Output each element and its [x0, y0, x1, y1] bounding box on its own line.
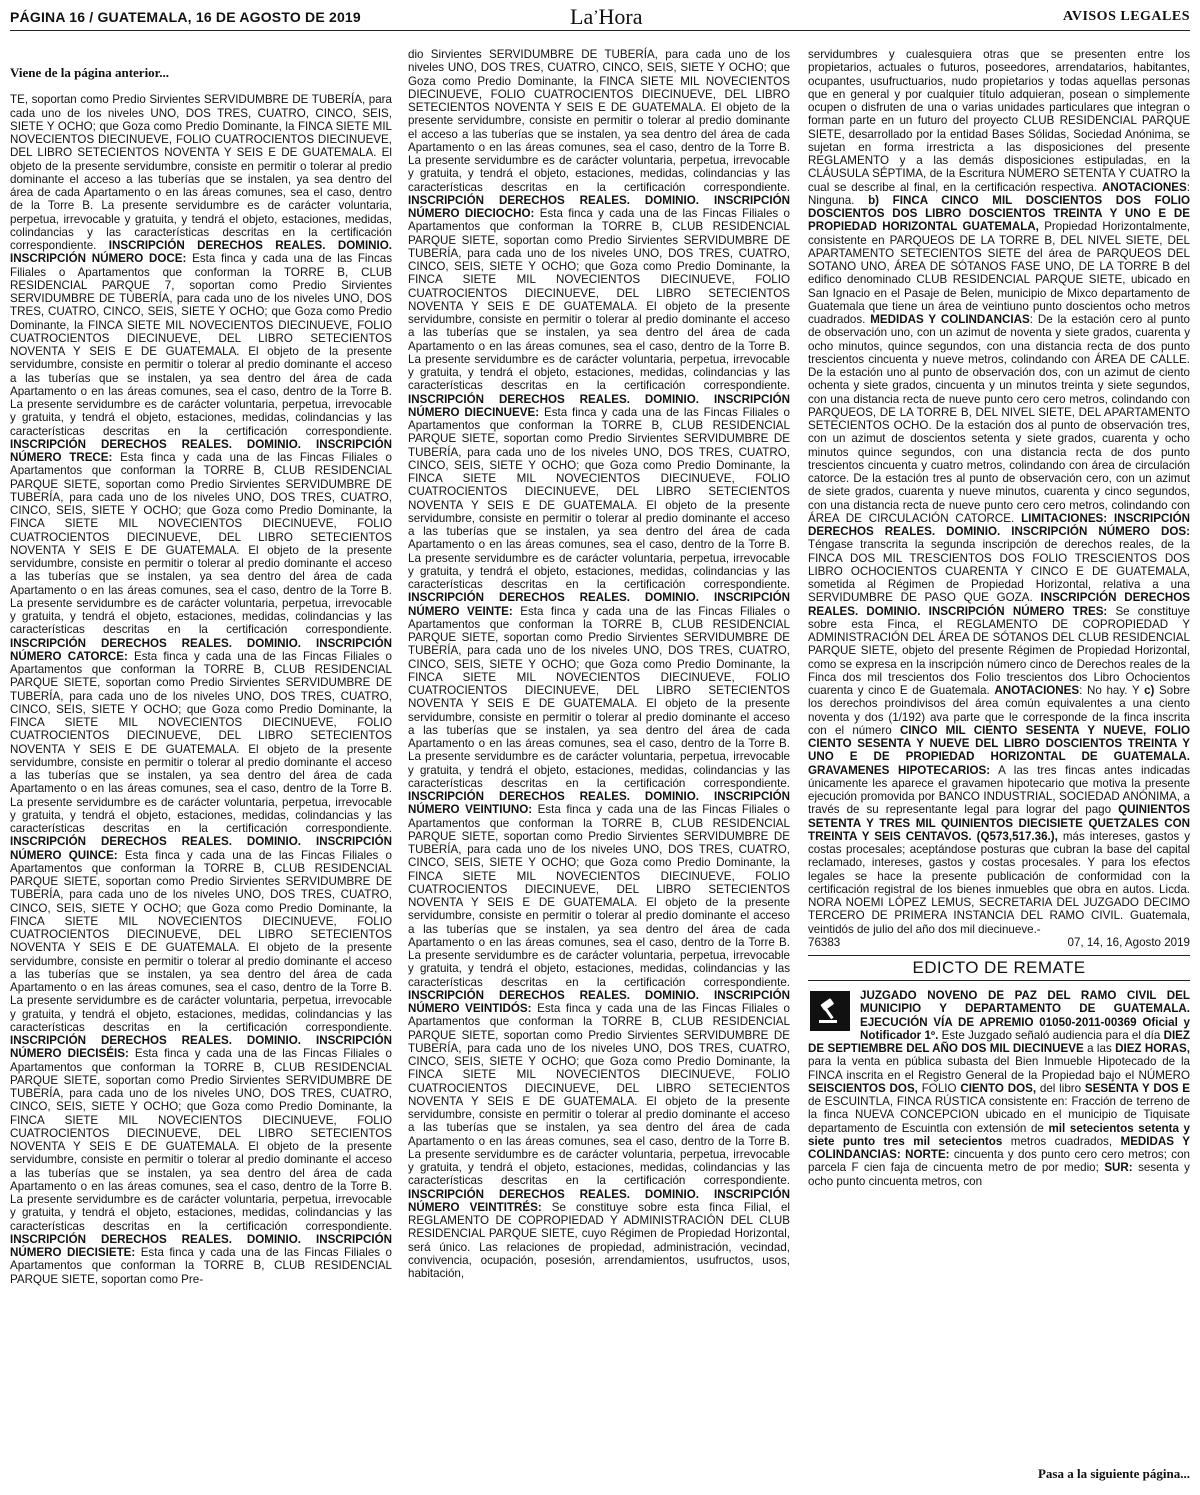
bold-run: INSCRIPCIÓN DERECHOS REALES. DOMINIO. INSCRIPCIÓN NÚMERO VEINTITRÉS: — [408, 1187, 790, 1214]
bold-run: INSCRIPCIÓN DERECHOS REALES. DOMINIO. INSCRIPCIÓN NÚMERO DIECISÉIS: — [10, 1034, 392, 1061]
text-run: a las — [1083, 1042, 1116, 1055]
text-run: Esta finca y cada una de las Fincas Filiales o Apartamentos que conforman la TORRE B, CLUB RESIDENCIAL PARQUE SIETE, soportan como Predio Sirvientes SERVIDUMBRE DE TUBERÍA, para cada uno de los niveles UNO, DOS TRES, CUATRO, CINCO, SEIS, SIETE Y OCHO; que Goza como Predio Dominante, la FINCA SIETE MIL NOVECIENTOS DIECINUEVE, FOLIO CUATROCIENTOS DIECINUEVE, DEL LIBRO SETECIENTOS NOVENTA Y SEIS E DE GUATEMALA. El objeto de la presente servidumbre, consiste en permitir o tolerar al predio dominante el acceso a las tuberías que se instalen, ya sea dentro del área de cada Apartamento o en las áreas comunes, sea el caso, dentro de la Torre B. La presente servidumbre es de carácter voluntaria, perpetua, irrevocable y gratuita, y tendrá el objeto, estaciones, medidas, colindancias y las características descritas en la certificación correspondiente. — [408, 604, 790, 790]
text-run: sesenta y ocho punto cincuenta metros, con — [808, 1161, 1190, 1188]
text-run: servidumbres y cualesquiera otras que se presenten entre los propietarios, actuales o futuros, poseedores, arrendatarios, habitantes, ocupantes, usufructuarios, nudo propietarios y todas aquellas personas que en general y por cualquier título adquieran, posean o simplemente ocupen o disfruten de una o varias unidades particulares que integran o forman parte en un futuro del proyecto CLUB RESIDENCIAL PARQUE SIETE, desarrollado por la entidad Bases Sólidas, Sociedad Anónima, se sujetan en forma irrestricta a las disposiciones del presente REGLAMENTO y a las demás disposiciones estipuladas, en la CLÁUSULA SÉPTIMA, de la Escritura NÚMERO SETENTA Y CUATRO la cual se describe al final, en la certificación respectiva. — [808, 48, 1190, 194]
bold-run: mil setecientos setenta y siete punto tres mil setecientos — [808, 1121, 1190, 1148]
newspaper-logo — [570, 4, 643, 30]
text-run: : No hay. Y — [1079, 684, 1145, 697]
text-run: Esta finca y cada una de las Fincas Filiales o Apartamentos que conforman la TORRE B, CLUB RESIDENCIAL PARQUE SIETE, soportan como Pre- — [10, 1246, 392, 1286]
continued-on-next-page: Pasa a la siguiente página... — [1037, 1466, 1190, 1481]
bold-run: INSCRIPCIÓN DERECHOS REALES. DOMINIO. INSCRIPCIÓN NÚMERO DIECINUEVE: — [408, 392, 790, 419]
text-run: Esta finca y cada una de las Fincas Filiales o Apartamentos que conforman la TORRE B, CLUB RESIDENCIAL PARQUE SIETE, soportan como Predio Sirvientes SERVIDUMBRE DE TUBERÍA, para cada uno de los niveles UNO, DOS TRES, CUATRO, CINCO, SEIS, SIETE Y OCHO; que Goza como Predio Dominante, la FINCA SIETE MIL NOVECIENTOS DIECINUEVE, FOLIO CUATROCIENTOS DIECINUEVE, DEL LIBRO SETECIENTOS NOVENTA Y SEIS E DE GUATEMALA. El objeto de la presente servidumbre, consiste en permitir o tolerar al predio dominante el acceso a las tuberías que se instalen, ya sea dentro del área de cada Apartamento o en las áreas comunes, sea el caso, dentro de la Torre B. La presente servidumbre es de carácter voluntaria, perpetua, irrevocable y gratuita, y tendrá el objeto, estaciones, medidas, colindancias y las características descritas en la certificación correspondiente. — [408, 803, 791, 989]
bold-run: QUINIENTOS SETENTA Y TRES MIL QUINIENTOS DIECISIETE QUETZALES CON TREINTA Y SEIS CENTAVOS. (Q573,517.36.), — [808, 803, 1190, 843]
column-1-text — [10, 93, 392, 1286]
bold-run: INSCRIPCIÓN DERECHOS REALES. DOMINIO. INSCRIPCIÓN NÚMERO CATORCE: — [10, 636, 392, 663]
bold-run: INSCRIPCIÓN DERECHOS REALES. DOMINIO. INSCRIPCIÓN NÚMERO TRES: — [808, 591, 1190, 618]
text-run: más intereses, gastos y costas procesales; aceptándose posturas que cubran la base del capital reclamado, intereses, gastos y costas procesales. Y para los efectos legales se hace la presente publicación de conformidad con la certificación registral de los bienes inmuebles que obra en autos. Licda. NORA NOEMI LÓPEZ LEMUS, SECRETARIA DEL JUZGADO DECIMO TERCERO DE PRIMERA INSTANCIA DEL RAMO CIVIL. Guatemala, veintidós de julio del año dos mil diecinueve.- — [808, 829, 1190, 936]
bold-run: INSCRIPCIÓN DERECHOS REALES. DOMINIO. INSCRIPCIÓN NÚMERO VEINTE: — [408, 591, 790, 618]
bold-run: INSCRIPCIÓN DERECHOS REALES. DOMINIO. INSCRIPCIÓN NÚMERO DIECIOCHO: — [408, 193, 790, 220]
column-2-text — [408, 48, 790, 1280]
column-1 — [10, 48, 392, 1286]
text-run: Esta finca y cada una de las Fincas Filiales o Apartamentos que conforman la TORRE B, CLUB RESIDENCIAL PARQUE SIETE, soportan como Predio Sirvientes SERVIDUMBRE DE TUBERÍA, para cada uno de los niveles UNO, DOS TRES, CUATRO, CINCO, SEIS, SIETE Y OCHO; que Goza como Predio Dominante, la FINCA SIETE MIL NOVECIENTOS DIECINUEVE, FOLIO CUATROCIENTOS DIECINUEVE, DEL LIBRO SETECIENTOS NOVENTA Y SEIS E DE GUATEMALA. El objeto de la presente servidumbre, consiste en permitir o tolerar al predio dominante el acceso a las tuberías que se instalen, ya sea dentro del área de cada Apartamento o en las áreas comunes, sea el caso, dentro de la Torre B. La presente servidumbre es de carácter voluntaria, perpetua, irrevocable y gratuita, y tendrá el objeto, estaciones, medidas, colindancias y las características descritas en la certificación correspondiente. — [10, 1047, 392, 1233]
bold-run: b) FINCA CINCO MIL DOSCIENTOS DOS FOLIO DOSCIENTOS DOS LIBRO DOSCIENTOS TREINTA Y UNO E DE PROPIEDAD HORIZONTAL GUATEMALA, — [808, 193, 1190, 234]
text-run: Propiedad Horizontalmente, consistente en PARQUEOS DE LA TORRE B, DEL NIVEL SIETE, DEL APARTAMENTO SETECIENTOS SIETE del área de PARQUEOS DEL SOTANO UNO, ÁREA DE SÓTANOS FASE UNO, DE LA TORRE B del edifico denominado CLUB RESIDENCIAL PARQUE SIETE, ubicado en San Ignacio en el Pasaje de Belen, municipio de Mixco departamento de Guatemala que tiene un área de veintiuno punto doscientos ocho metros cuadrados. — [808, 220, 1190, 326]
text-run: Esta finca y cada una de las Fincas Filiales o Apartamentos que conforman la TORRE B, CLUB RESIDENCIAL PARQUE SIETE, soportan como Predio Sirvientes SERVIDUMBRE DE TUBERÍA, para cada uno de los niveles UNO, DOS TRES, CUATRO, CINCO, SEIS, SIETE Y OCHO; que Goza como Predio Dominante, la FINCA SIETE MIL NOVECIENTOS DIECINUEVE, FOLIO CUATROCIENTOS DIECINUEVE, DEL LIBRO SETECIENTOS NOVENTA Y SEIS E DE GUATEMALA. El objeto de la presente servidumbre, consiste en permitir o tolerar al predio dominante el acceso a las tuberías que se instalen, ya sea dentro del área de cada Apartamento o en las áreas comunes, sea el caso, dentro de la Torre B. La presente servidumbre es de carácter voluntaria, perpetua, irrevocable y gratuita, y tendrá el objeto, estaciones, medidas, colindancias y las características descritas en la certificación correspondiente. — [408, 1002, 790, 1188]
bold-run: CIENTO DOS, — [960, 1081, 1037, 1095]
text-run: cincuenta y dos punto cero cero metros; con parcela F cien faja de cincuenta metro de por medio; — [808, 1148, 1190, 1175]
bold-run: INSCRIPCIÓN DERECHOS REALES. DOMINIO. INSCRIPCIÓN NÚMERO DOCE: — [10, 239, 393, 266]
page-header — [10, 6, 1190, 32]
text-run: Esta finca y cada una de las Fincas Filiales o Apartamentos que conforman la TORRE B, CLUB RESIDENCIAL PARQUE SIETE, soportan como Predio Sirvientes SERVIDUMBRE DE TUBERÍA, para cada uno de los niveles UNO, DOS TRES, CUATRO, CINCO, SEIS, SIETE Y OCHO; que Goza como Predio Dominante, la FINCA SIETE MIL NOVECIENTOS DIECINUEVE, FOLIO CUATROCIENTOS DIECINUEVE, DEL LIBRO SETECIENTOS NOVENTA Y SEIS E DE GUATEMALA. El objeto de la presente servidumbre, consiste en permitir o tolerar al predio dominante el acceso a las tuberías que se instalen, ya sea dentro del área de cada Apartamento o en las áreas comunes, sea el caso, dentro de la Torre B. La presente servidumbre es de carácter voluntaria, perpetua, irrevocable y gratuita, y tendrá el objeto, estaciones, medidas, colindancias y las características descritas en la certificación correspondiente. — [408, 207, 791, 393]
column-3-text — [808, 48, 1190, 936]
section-title: AVISOS LEGALES — [1063, 9, 1190, 24]
bold-run: SESENTA Y DOS E — [1084, 1081, 1190, 1095]
text-run: : Ninguna. — [808, 180, 1190, 207]
text-run: Se constituye sobre esta Finca, el REGLAMENTO DE COPROPIEDAD Y ADMINISTRACIÓN DEL ÁREA DE SÓTANOS DEL CLUB RESIDENCIAL PARQUE SIETE, objeto del presente Régimen de Propiedad Horizontal, como se expresa en la inscripción número cinco de Derechos reales de la Finca dos mil trescientos dos Folio trescientos dos Libro Ochocientos cuarenta y cinco E de Guatemala. — [808, 604, 1190, 697]
text-run: Sobre los derechos proindivisos del área común equivalentes a una ciento noventa y dos (1/192) ava parte que le corresponde de la finca inscrita con el número — [808, 684, 1190, 737]
logo-part-a: La — [570, 4, 594, 29]
text-run: Esta finca y cada una de las Fincas Filiales o Apartamentos que conforman la TORRE B, CLUB RESIDENCIAL PARQUE SIETE, soportan como Predio Sirvientes SERVIDUMBRE DE TUBERÍA, para cada uno de los niveles UNO, DOS TRES, CUATRO, CINCO, SEIS, SIETE Y OCHO; que Goza como Predio Dominante, la FINCA SIETE MIL NOVECIENTOS DIECINUEVE, FOLIO CUATROCIENTOS DIECINUEVE, DEL LIBRO SETECIENTOS NOVENTA Y SEIS E DE GUATEMALA. El objeto de la presente servidumbre, consiste en permitir o tolerar al predio dominante el acceso a las tuberías que se instalen, ya sea dentro del área de cada Apartamento o en las áreas comunes, sea el caso, dentro de la Torre B. La presente servidumbre es de carácter voluntaria, perpetua, irrevocable y gratuita, y tendrá el objeto, estaciones, medidas, colindancias y las características descritas en la certificación correspondiente. — [408, 405, 790, 591]
text-run: dio Sirvientes SERVIDUMBRE DE TUBERÍA, para cada uno de los niveles UNO, DOS TRES, CUATRO, CINCO, SEIS, SIETE Y OCHO; que Goza como Predio Dominante, la FINCA SIETE MIL NOVECIENTOS DIECINUEVE, FOLIO CUATROCIENTOS DIECINUEVE, DEL LIBRO SETECIENTOS NOVENTA Y SEIS E DE GUATEMALA. El objeto de la presente servidumbre, consiste en permitir o tolerar al predio dominante el acceso a las tuberías que se instalen, ya sea dentro del área de cada Apartamento o en las áreas comunes, sea el caso, dentro de la Torre B. La presente servidumbre es de carácter voluntaria, perpetua, irrevocable y gratuita, y tendrá el objeto, estaciones, medidas, colindancias y las características descritas en la certificación correspondiente. — [408, 48, 790, 194]
page-number-date: PÁGINA 16 / GUATEMALA, 16 DE AGOSTO DE 2019 — [10, 9, 361, 25]
text-run: Téngase transcrita la segunda inscripción de derechos reales, de la FINCA DOS MIL TRESCIENTOS DOS FOLIO TRESCIENTOS DOS LIBRO OCHOCIENTOS CUARENTA Y CINCO E DE GUATEMALA, sometida al Régimen de Propiedad Horizontal, relativa a una SERVIDUMBRE DE PASO QUE GOZA. — [808, 538, 1190, 605]
bold-run: SUR: — [1104, 1161, 1133, 1175]
text-run: A las tres fincas antes indicadas únicamente les aparece el gravamen hipotecario que motiva la presente ejecución promovida por BANCO INDUSTRIAL, SOCIEDAD ANÓNIMA, a través de su representante legal para lograr del pago — [808, 763, 1190, 817]
bold-run: c) — [1144, 684, 1155, 697]
bold-run: DIEZ DE SEPTIEMBRE DEL AÑO DOS MIL DIECINUEVE — [808, 1028, 1190, 1055]
publication-dates: 07, 14, 16, Agosto 2019 — [1067, 935, 1190, 949]
bold-run: INSCRIPCIÓN DERECHOS REALES. DOMINIO. INSCRIPCIÓN NÚMERO VEINTIUNO: — [408, 790, 790, 817]
edicto-body — [808, 989, 1190, 1188]
text-run: para la venta en pública subasta del Bien Inmueble Hipotecado de la FINCA inscrita en el Registro General de la Propiedad bajo el NÚMERO — [808, 1055, 1190, 1082]
text-run: Esta finca y cada una de las Fincas Filiales o Apartamentos que conforman la TORRE B, CLUB RESIDENCIAL PARQUE SIETE, soportan como Predio Sirvientes SERVIDUMBRE DE TUBERÍA, para cada uno de los niveles UNO, DOS TRES, CUATRO, CINCO, SEIS, SIETE Y OCHO; que Goza como Predio Dominante, la FINCA SIETE MIL NOVECIENTOS DIECINUEVE, FOLIO CUATROCIENTOS DIECINUEVE, DEL LIBRO SETECIENTOS NOVENTA Y SEIS E DE GUATEMALA. El objeto de la presente servidumbre, consiste en permitir o tolerar al predio dominante el acceso a las tuberías que se instalen, ya sea dentro del área de cada Apartamento o en las áreas comunes, sea el caso, dentro de la Torre B. La presente servidumbre es de carácter voluntaria, perpetua, irrevocable y gratuita, y tendrá el objeto, estaciones, medidas, colindancias y las características descritas en la certificación correspondiente. — [10, 451, 392, 637]
notice-signature-line — [808, 936, 1190, 949]
logo-apostrophe-icon: ’ — [593, 8, 599, 25]
text-run: FOLIO — [917, 1081, 961, 1095]
bold-run: INSCRIPCIÓN DERECHOS REALES. DOMINIO. INSCRIPCIÓN NÚMERO DIECISIETE: — [10, 1232, 392, 1259]
text-run: Esta finca y cada una de las Fincas Filiales o Apartamentos que conforman la TORRE B, CLUB RESIDENCIAL PARQUE SIETE, soportan como Predio Sirvientes SERVIDUMBRE DE TUBERÍA, para cada uno de los niveles UNO, DOS TRES, CUATRO, CINCO, SEIS, SIETE Y OCHO; que Goza como Predio Dominante, la FINCA SIETE MIL NOVECIENTOS DIECINUEVE, FOLIO CUATROCIENTOS DIECINUEVE, DEL LIBRO SETECIENTOS NOVENTA Y SEIS E DE GUATEMALA. El objeto de la presente servidumbre, consiste en permitir o tolerar al predio dominante el acceso a las tuberías que se instalen, ya sea dentro del área de cada Apartamento o en las áreas comunes, sea el caso, dentro de la Torre B. La presente servidumbre es de carácter voluntaria, perpetua, irrevocable y gratuita, y tendrá el objeto, estaciones, medidas, colindancias y las características descritas en la certificación correspondiente. — [10, 649, 392, 835]
bold-run: MEDIDAS Y COLINDANCIAS — [870, 313, 1030, 326]
bold-run: MEDIDAS Y COLINDANCIAS: NORTE: — [808, 1134, 1190, 1161]
bold-run: INSCRIPCIÓN DERECHOS REALES. DOMINIO. INSCRIPCIÓN NÚMERO TRECE: — [10, 437, 392, 464]
bold-run: INSCRIPCIÓN DERECHOS REALES. DOMINIO. INSCRIPCIÓN NÚMERO QUINCE: — [10, 835, 392, 862]
text-run: Esta finca y cada una de las Fincas Filiales o Apartamentos que conforman la TORRE B, CLUB RESIDENCIAL PARQUE 7, soportan como Predio Sirvientes SERVIDUMBRE DE TUBERÍA, para cada uno de los niveles UNO, DOS TRES, CUATRO, CINCO, SEIS, SIETE Y OCHO; que Goza como Predio Dominante, la FINCA SIETE MIL NOVECIENTOS DIECINUEVE, FOLIO CUATROCIENTOS DIECINUEVE, DEL LIBRO SETECIENTOS NOVENTA Y SEIS E DE GUATEMALA. El objeto de la presente servidumbre, consiste en permitir o tolerar al predio dominante el acceso a las tuberías que se instalen, ya sea dentro del área de cada Apartamento o en las áreas comunes, sea el caso, dentro de la Torre B. La presente servidumbre es de carácter voluntaria, perpetua, irrevocable y gratuita, y tendrá el objeto, estaciones, medidas, colindancias y las características descritas en la certificación correspondiente. — [10, 252, 392, 438]
text-run: metros cuadrados, — [1002, 1134, 1121, 1148]
notice-code: 76383 — [808, 935, 841, 949]
bold-run: CINCO MIL CIENTO SESENTA Y NUEVE, FOLIO CIENTO SESENTA Y NUEVE DEL LIBRO DOSCIENTOS TREINTA Y UNO E DE PROPIEDAD HORIZONTAL DE GUATEMALA. GRAVAMENES HIPOTECARIOS: — [808, 723, 1190, 777]
gavel-icon — [810, 991, 850, 1031]
edicto-text — [808, 989, 1190, 1188]
text-run: Este Juzgado señaló audiencia para el día — [938, 1028, 1164, 1042]
bold-run: SEISCIENTOS DOS, — [808, 1081, 918, 1095]
text-run: de ESCUINTLA, FINCA RÚSTICA consistente en: Fracción de terreno de la finca NUEVA CONCEPCION ubicado en el municipio de Tiquisate departamento de Escuintla con extensión de — [808, 1095, 1190, 1135]
bold-run: INSCRIPCIÓN DERECHOS REALES. DOMINIO. INSCRIPCIÓN NÚMERO VEINTIDÓS: — [408, 988, 790, 1015]
column-2 — [408, 48, 790, 1280]
edicto-heading: EDICTO DE REMATE — [808, 955, 1190, 981]
bold-run: JUZGADO NOVENO DE PAZ DEL RAMO CIVIL DEL MUNICIPIO Y DEPARTAMENTO DE GUATEMALA. EJECUCIÓN VÍA DE APREMIO 01050-2011-00369 Oficial y Notificador 1º. — [860, 989, 1190, 1042]
bold-run: LIMITACIONES: INSCRIPCIÓN DERECHOS REALES. DOMINIO. INSCRIPCIÓN NÚMERO DOS: — [808, 511, 1190, 538]
text-run: Se constituye sobre esta finca Filial, el REGLAMENTO DE COPROPIEDAD Y ADMINISTRACIÓN DEL CLUB RESIDENCIAL PARQUE SIETE, cuyo Régimen de Propiedad Horizontal, será único. Las relaciones de propiedad, administración, vecindad, convivencia, ocupación, posesión, arrendamientos, usufructos, usos, habitación, — [408, 1200, 790, 1280]
logo-part-b: Hora — [598, 4, 643, 29]
column-3 — [808, 48, 1190, 1188]
bold-run: ANOTACIONES — [994, 684, 1080, 697]
text-run: del libro — [1036, 1081, 1085, 1095]
text-run: Esta finca y cada una de las Fincas Filiales o Apartamentos que conforman la TORRE B, CLUB RESIDENCIAL PARQUE SIETE, soportan como Predio Sirvientes SERVIDUMBRE DE TUBERÍA, para cada uno de los niveles UNO, DOS TRES, CUATRO, CINCO, SEIS, SIETE Y OCHO; que Goza como Predio Dominante, la FINCA SIETE MIL NOVECIENTOS DIECINUEVE, FOLIO CUATROCIENTOS DIECINUEVE, DEL LIBRO SETECIENTOS NOVENTA Y SEIS E DE GUATEMALA. El objeto de la presente servidumbre, consiste en permitir o tolerar al predio dominante el acceso a las tuberías que se instalen, ya sea dentro del área de cada Apartamento o en las áreas comunes, sea el caso, dentro de la Torre B. La presente servidumbre es de carácter voluntaria, perpetua, irrevocable y gratuita, y tendrá el objeto, estaciones, medidas, colindancias y las características descritas en la certificación correspondiente. — [10, 848, 393, 1034]
bold-run: ANOTACIONES — [1101, 180, 1187, 194]
text-run: : De la estación cero al punto de observación uno, con un azimut de noventa y siete grados, cuarenta y ocho minutos, quince segundos, con una distancia recta de dos punto trescientos cincuenta y nueve metros, colindando con ÁREA DE CALLE. De la estación uno al punto de observación dos, con un azimut de ciento ochenta y siete grados, cincuenta y un minutos treinta y siete segundos, con una distancia recta de nueve punto cero cero metros, colindando con PARQUEOS, DE LA TORRE B, DEL NIVEL SIETE, DEL APARTAMENTO SETECIENTOS OCHO. De la estación dos al punto de observación tres, con un azimut de doscientos setenta y siete grados, cuarenta y ocho minutos quince segundos, con una distancia recta de dos punto trescientos cincuenta y cuatro metros, colindando con área de circulación catorce. De la estación tres al punto de observación cero, con un azimut de siete grados, cuarenta y nueve minutos, cuarenta y cinco segundos, con una distancia recta de nueve punto cero cero metros, colindando con ÁREA DE CIRCULACIÓN CATORCE. — [808, 313, 1190, 525]
header-rule — [10, 30, 1190, 31]
bold-run: DIEZ HORAS, — [1115, 1042, 1190, 1055]
text-run: TE, soportan como Predio Sirvientes SERVIDUMBRE DE TUBERÍA, para cada uno de los niveles UNO, DOS TRES, CUATRO, CINCO, SEIS, SIETE Y OCHO; que Goza como Predio Dominante, la FINCA SIETE MIL NOVECIENTOS DIECINUEVE, FOLIO CUATROCIENTOS DIECINUEVE, DEL LIBRO SETECIENTOS NOVENTA Y SEIS E DE GUATEMALA. El objeto de la presente servidumbre, consiste en permitir o tolerar al predio dominante el acceso a las tuberías que se instalen, ya sea dentro del área de cada Apartamento o en las áreas comunes, sea el caso, dentro de la Torre B. La presente servidumbre es de carácter voluntaria, perpetua, irrevocable y gratuita, y tendrá el objeto, estaciones, medidas, colindancias y las características descritas en la certificación correspondiente. — [10, 93, 392, 252]
continued-from-label: Viene de la página anterior... — [10, 65, 170, 80]
